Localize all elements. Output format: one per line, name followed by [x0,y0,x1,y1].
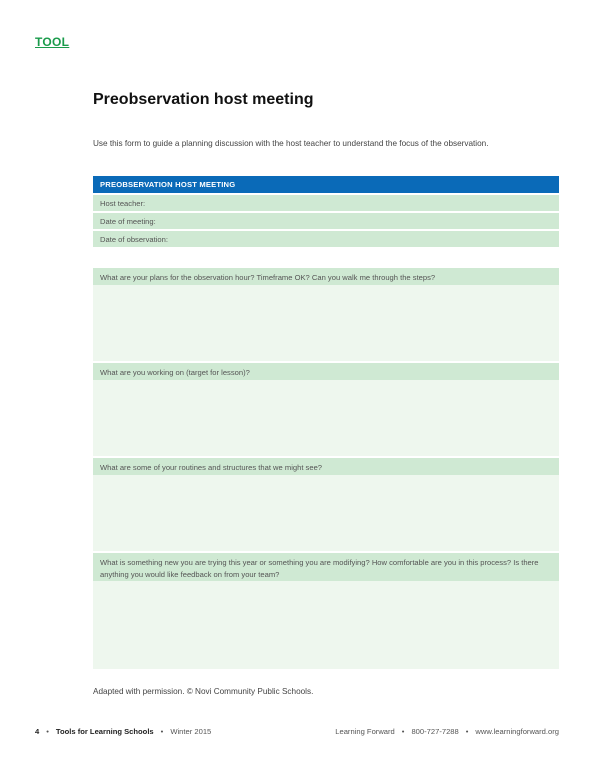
date-of-meeting-field[interactable]: Date of meeting: [93,213,559,229]
question-plans-label: What are your plans for the observation hour? Timeframe OK? Can you walk me through the steps? [93,268,559,285]
intro-text: Use this form to guide a planning discussion with the host teacher to understand the focus of the observation. [93,139,489,148]
footer-left [35,727,211,736]
page-number: 4 [35,727,40,736]
question-target-answer[interactable] [93,380,559,456]
question-plans-answer[interactable] [93,285,559,361]
footer-right [335,727,559,736]
website-link[interactable]: www.learningforward.org [475,727,559,736]
question-target-label: What are you working on (target for lesson)? [93,363,559,380]
host-teacher-field[interactable]: Host teacher: [93,195,559,211]
organization-name: Learning Forward [335,727,395,736]
credit-line: Adapted with permission. © Novi Community Public Schools. [93,687,314,696]
question-new-label: What is something new you are trying this year or something you are modifying? How comfortable are you in this process? Is there anything you would like feedback on from your team? [93,553,559,581]
footer-separator: • [465,727,469,736]
footer-separator: • [401,727,405,736]
phone-number: 800-727-7288 [411,727,459,736]
page-title: Preobservation host meeting [93,91,314,108]
tool-label: TOOL [35,35,70,49]
question-routines-answer[interactable] [93,475,559,551]
question-new-answer[interactable] [93,581,559,669]
form-header: PREOBSERVATION HOST MEETING [93,176,559,193]
footer-separator: • [46,727,49,736]
publication-name: Tools for Learning Schools [55,727,154,736]
question-routines-label: What are some of your routines and structures that we might see? [93,458,559,475]
date-of-observation-field[interactable]: Date of observation: [93,231,559,247]
issue-date: Winter 2015 [170,727,212,736]
footer-separator: • [160,727,164,736]
